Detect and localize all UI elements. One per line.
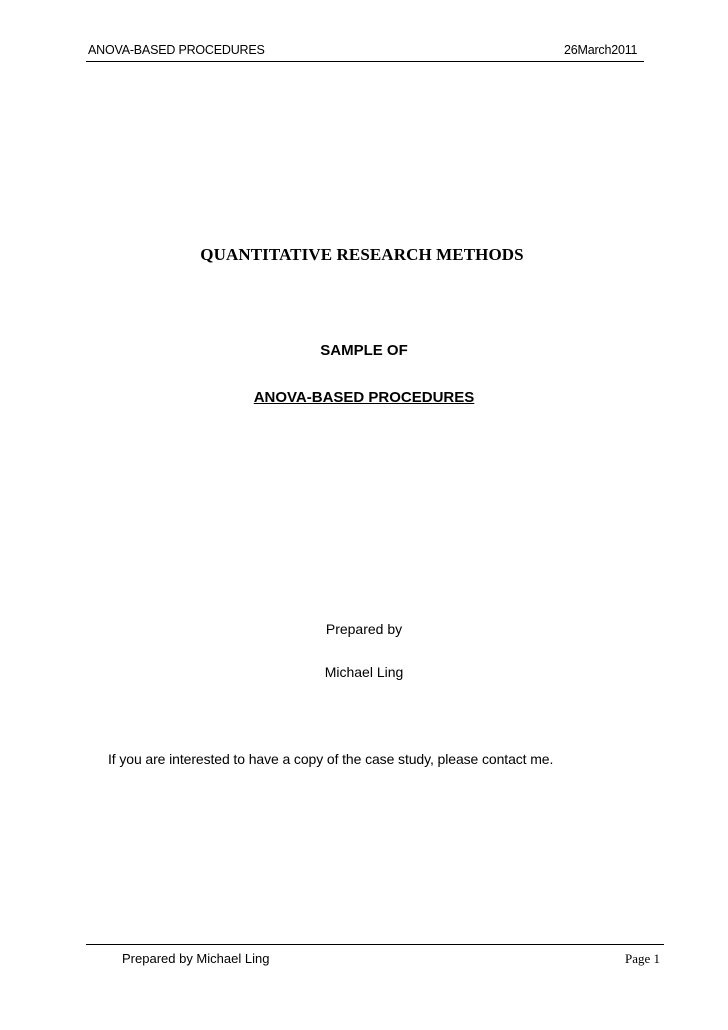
header-title: ANOVA-BASED PROCEDURES xyxy=(88,43,265,57)
prepared-by-label: Prepared by xyxy=(325,621,403,637)
page-number: Page 1 xyxy=(625,951,661,966)
footer-author: Prepared by Michael Ling xyxy=(122,951,270,966)
subtitle-line-1-text: SAMPLE OF xyxy=(320,342,408,359)
header-divider xyxy=(86,61,644,62)
document-title-text: QUANTITATIVE RESEARCH METHODS xyxy=(200,245,524,264)
footer-divider xyxy=(86,944,664,945)
subtitle-line-1 xyxy=(0,342,728,359)
contact-note: If you are interested to have a copy of the case study, please contact me. xyxy=(108,751,554,767)
document-title xyxy=(0,245,728,265)
subtitle-line-2: ANOVA-BASED PROCEDURES xyxy=(253,389,475,406)
header-date: 26March2011 xyxy=(564,43,638,57)
author-name: Michael Ling xyxy=(324,664,404,680)
